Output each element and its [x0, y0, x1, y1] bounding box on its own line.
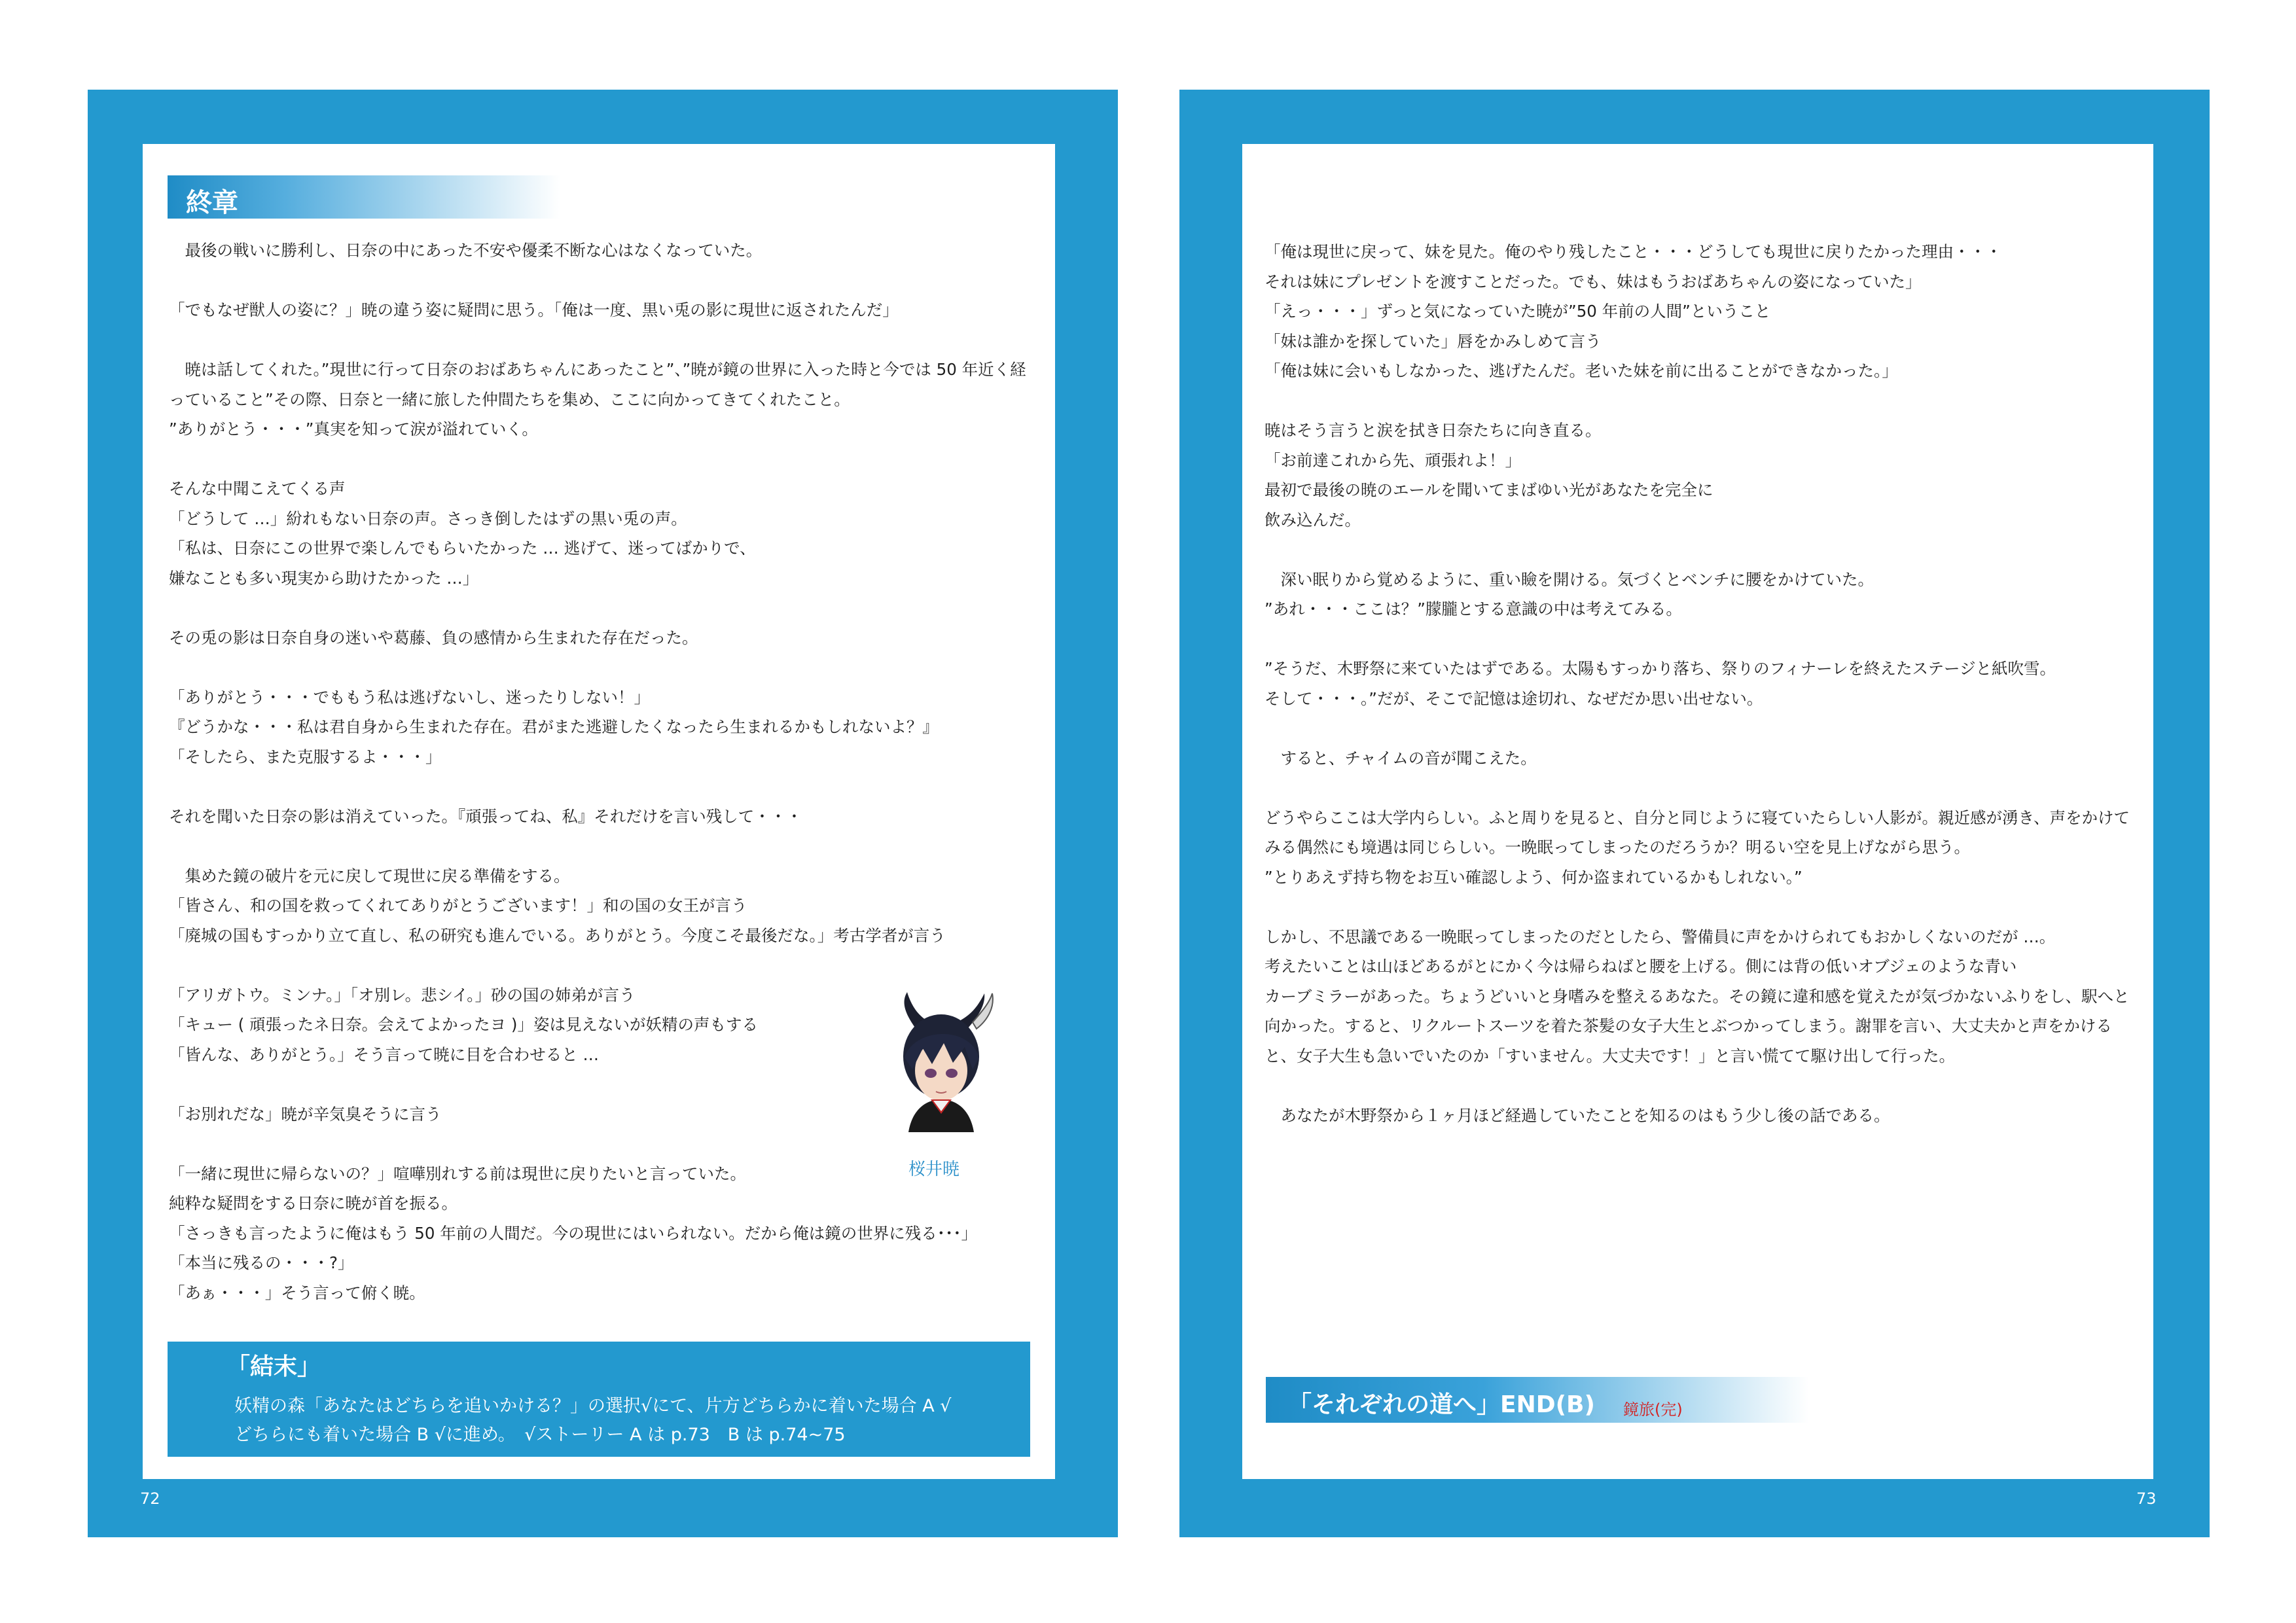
character-name: 桜井暁	[908, 1160, 960, 1179]
end-title: 「それぞれの道へ」END(B)	[1288, 1391, 1595, 1418]
story-text-right: 「俺は現世に戻って、妹を見た。俺のやり残したこと・・・どうしても現世に戻りたかった理由・・・ それは妹にプレゼントを渡すことだった。でも、妹はもうおばあちゃんの姿になっていた」 「えっ・・・」ずっと気になっていた暁が”50 年前の人間”ということ 「妹は誰かを探していた」唇をかみしめて言う 「俺は妹に会いもしなかった、逃げたんだ。老いた妹を前に出ることができなかった。」 暁はそう言うと涙を拭き日奈たちに向き直る。 「お前達これから先、頑張れよ！」 最初で最後の暁のエールを聞いてまばゆい光があなたを完全に 飲み込んだ。 深い眠りから覚めるように、重い瞼を開ける。気づくとベンチに腰をかけていた。 ”あれ・・・ここは？”朦朧とする意識の中は考えてみる。 ”そうだ、木野祭に来ていたはずである。太陽もすっかり落ち、祭りのフィナーレを終えたステージと紙吹雪。 そして・・・。”だが、そこで記憶は途切れ、なぜだか思い出せない。 すると、チャイムの音が聞こえた。 どうやらここは大学内らしい。ふと周りを見ると、自分と同じように寝ていたらしい人影が。親近感が湧き、声をかけてみる偶然にも境遇は同じらしい。一晩眠ってしまったのだろうか？明るい空を見上げながら思う。 ”とりあえず持ち物をお互い確認しよう、何か盗まれているかもしれない。” しかし、不思議である一晩眠ってしまったのだとしたら、警備員に声をかけられてもおかしくないのだが …。 考えたいことは山ほどあるがとにかく今は帰らねばと腰を上げる。側には背の低いオブジェのような青い カーブミラーがあった。ちょうどいいと身嗜みを整えるあなた。その鏡に違和感を覚えたが気づかないふりをし、駅へと向かった。すると、リクルートスーツを着た茶髪の女子大生とぶつかってしまう。謝罪を言い、大丈夫かと声をかけると、女子大生も急いでいたのか「すいません。大丈夫です！」と言い慌てて駆け出して行った。 あなたが木野祭から１ヶ月ほど経過していたことを知るのはもう少し後の話である。	[1265, 242, 2130, 1125]
page-number-right: 73	[2136, 1489, 2157, 1508]
character-portrait	[881, 988, 1001, 1132]
page-number-left: 72	[140, 1489, 160, 1508]
page-left	[143, 144, 1055, 1479]
chapter-heading	[168, 175, 560, 219]
ending-instruction-1: 妖精の森「あなたはどちらを追いかける？」の選択√にて、片方どちらかに着いた場合 A √	[234, 1396, 952, 1416]
end-subtitle: 鏡旅(完)	[1623, 1400, 1683, 1419]
ending-title: 「結末」	[226, 1353, 321, 1380]
chapter-title: 終章	[186, 188, 238, 218]
ending-box	[168, 1342, 1030, 1457]
end-banner	[1266, 1377, 1809, 1423]
story-text-left: 最後の戦いに勝利し、日奈の中にあった不安や優柔不断な心はなくなっていた。 「でもなぜ獣人の姿に？」暁の違う姿に疑問に思う。「俺は一度、黒い兎の影に現世に返されたんだ」 暁は話してくれた。”現世に行って日奈のおばあちゃんにあったこと”、”暁が鏡の世界に入った時と今では 50 年近く経っていること”その際、日奈と一緒に旅した仲間たちを集め、ここに向かってきてくれたこと。 ”ありがとう・・・”真実を知って涙が溢れていく。 そんな中聞こえてくる声 「どうして …」紛れもない日奈の声。さっき倒したはずの黒い兎の声。 「私は、日奈にこの世界で楽しんでもらいたかった … 逃げて、迷ってばかりで、 嫌なことも多い現実から助けたかった …」 その兎の影は日奈自身の迷いや葛藤、負の感情から生まれた存在だった。 「ありがとう・・・でももう私は逃げないし、迷ったりしない！」 『どうかな・・・私は君自身から生まれた存在。君がまた逃避したくなったら生まれるかもしれないよ？』 「そしたら、また克服するよ・・・」 それを聞いた日奈の影は消えていった。『頑張ってね、私』それだけを言い残して・・・ 集めた鏡の破片を元に戻して現世に戻る準備をする。 「皆さん、和の国を救ってくれてありがとうございます！」和の国の女王が言う 「廃城の国もすっかり立て直し、私の研究も進んでいる。ありがとう。今度こそ最後だな。」考古学者が言う 「アリガトウ。ミンナ。」「オ別レ。悲シイ。」砂の国の姉弟が言う 「キュー ( 頑張ったネ日奈。会えてよかったヨ )」姿は見えないが妖精の声もする 「皆んな、ありがとう。」そう言って暁に目を合わせると … 「お別れだな」暁が辛気臭そうに言う 「一緒に現世に帰らないの？」喧嘩別れする前は現世に戻りたいと言っていた。 純粋な疑問をする日奈に暁が首を振る。 「さっきも言ったように俺はもう 50 年前の人間だ。今の現世にはいられない。だから俺は鏡の世界に残る･･･」 「本当に残るの・・・?」 「あぁ・・・」そう言って俯く暁。	[169, 241, 1026, 1302]
ending-instruction-2: どちらにも着いた場合 B √に進め。 √ストーリー A は p.73 B は p.74~75	[234, 1425, 846, 1445]
page-right	[1242, 144, 2153, 1479]
